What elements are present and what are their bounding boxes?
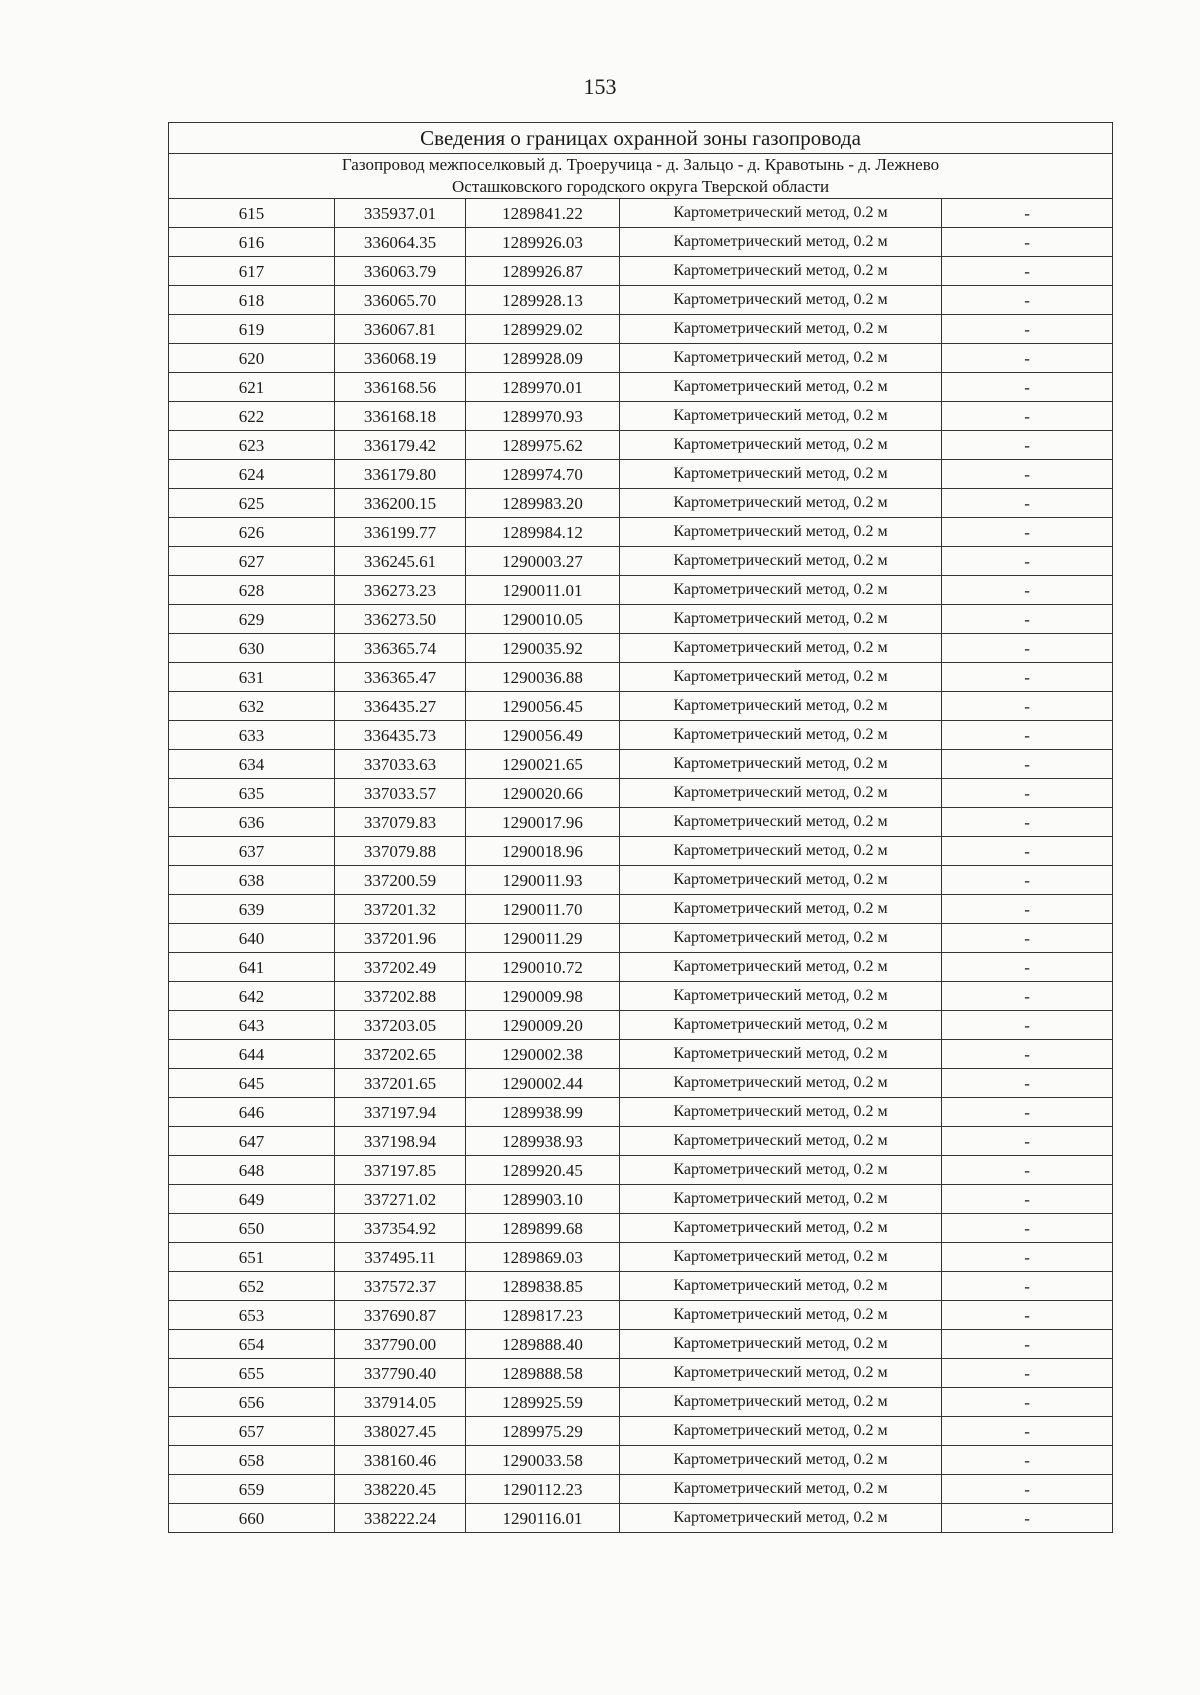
- table-row: [169, 431, 1113, 460]
- extra-cell: -: [942, 1446, 1113, 1475]
- x-coordinate-cell: 335937.01: [335, 199, 466, 228]
- extra-cell: -: [942, 1504, 1113, 1533]
- table-row: [169, 982, 1113, 1011]
- table-row: [169, 257, 1113, 286]
- point-number-cell: 620: [169, 344, 335, 373]
- extra-cell: -: [942, 692, 1113, 721]
- extra-cell: -: [942, 286, 1113, 315]
- y-coordinate-cell: 1289899.68: [466, 1214, 620, 1243]
- x-coordinate-cell: 337033.63: [335, 750, 466, 779]
- y-coordinate-cell: 1289938.99: [466, 1098, 620, 1127]
- table-row: [169, 895, 1113, 924]
- method-cell: Картометрический метод, 0.2 м: [620, 286, 942, 315]
- y-coordinate-cell: 1289888.40: [466, 1330, 620, 1359]
- method-cell: Картометрический метод, 0.2 м: [620, 1475, 942, 1504]
- x-coordinate-cell: 336065.70: [335, 286, 466, 315]
- extra-cell: -: [942, 547, 1113, 576]
- point-number-cell: 634: [169, 750, 335, 779]
- y-coordinate-cell: 1290011.93: [466, 866, 620, 895]
- y-coordinate-cell: 1289925.59: [466, 1388, 620, 1417]
- point-number-cell: 627: [169, 547, 335, 576]
- y-coordinate-cell: 1290112.23: [466, 1475, 620, 1504]
- point-number-cell: 624: [169, 460, 335, 489]
- y-coordinate-cell: 1290002.38: [466, 1040, 620, 1069]
- x-coordinate-cell: 337202.65: [335, 1040, 466, 1069]
- method-cell: Картометрический метод, 0.2 м: [620, 1504, 942, 1533]
- y-coordinate-cell: 1290011.01: [466, 576, 620, 605]
- x-coordinate-cell: 337202.49: [335, 953, 466, 982]
- x-coordinate-cell: 336435.27: [335, 692, 466, 721]
- x-coordinate-cell: 337790.00: [335, 1330, 466, 1359]
- table-row: [169, 1446, 1113, 1475]
- y-coordinate-cell: 1289841.22: [466, 199, 620, 228]
- table-row: [169, 1127, 1113, 1156]
- y-coordinate-cell: 1289928.09: [466, 344, 620, 373]
- point-number-cell: 652: [169, 1272, 335, 1301]
- extra-cell: -: [942, 1475, 1113, 1504]
- table-title-row: [169, 123, 1113, 154]
- method-cell: Картометрический метод, 0.2 м: [620, 1098, 942, 1127]
- table-row: [169, 373, 1113, 402]
- point-number-cell: 640: [169, 924, 335, 953]
- x-coordinate-cell: 336365.74: [335, 634, 466, 663]
- x-coordinate-cell: 336063.79: [335, 257, 466, 286]
- y-coordinate-cell: 1290010.72: [466, 953, 620, 982]
- y-coordinate-cell: 1290018.96: [466, 837, 620, 866]
- point-number-cell: 637: [169, 837, 335, 866]
- table-row: [169, 1475, 1113, 1504]
- y-coordinate-cell: 1290056.49: [466, 721, 620, 750]
- point-number-cell: 648: [169, 1156, 335, 1185]
- x-coordinate-cell: 337790.40: [335, 1359, 466, 1388]
- y-coordinate-cell: 1289929.02: [466, 315, 620, 344]
- table-row: [169, 1359, 1113, 1388]
- method-cell: Картометрический метод, 0.2 м: [620, 663, 942, 692]
- x-coordinate-cell: 337271.02: [335, 1185, 466, 1214]
- table-subtitle-line-2: Осташковского городского округа Тверской области: [452, 177, 830, 196]
- table-row: [169, 1040, 1113, 1069]
- point-number-cell: 616: [169, 228, 335, 257]
- extra-cell: -: [942, 402, 1113, 431]
- y-coordinate-cell: 1289928.13: [466, 286, 620, 315]
- y-coordinate-cell: 1289888.58: [466, 1359, 620, 1388]
- method-cell: Картометрический метод, 0.2 м: [620, 257, 942, 286]
- method-cell: Картометрический метод, 0.2 м: [620, 199, 942, 228]
- point-number-cell: 625: [169, 489, 335, 518]
- extra-cell: -: [942, 576, 1113, 605]
- table-row: [169, 1330, 1113, 1359]
- x-coordinate-cell: 338027.45: [335, 1417, 466, 1446]
- method-cell: Картометрический метод, 0.2 м: [620, 808, 942, 837]
- extra-cell: -: [942, 1388, 1113, 1417]
- point-number-cell: 633: [169, 721, 335, 750]
- y-coordinate-cell: 1289926.03: [466, 228, 620, 257]
- table-row: [169, 1214, 1113, 1243]
- x-coordinate-cell: 336064.35: [335, 228, 466, 257]
- method-cell: Картометрический метод, 0.2 м: [620, 605, 942, 634]
- method-cell: Картометрический метод, 0.2 м: [620, 344, 942, 373]
- x-coordinate-cell: 336273.50: [335, 605, 466, 634]
- point-number-cell: 617: [169, 257, 335, 286]
- point-number-cell: 653: [169, 1301, 335, 1330]
- point-number-cell: 645: [169, 1069, 335, 1098]
- extra-cell: -: [942, 1359, 1113, 1388]
- table-row: [169, 1243, 1113, 1272]
- point-number-cell: 623: [169, 431, 335, 460]
- extra-cell: -: [942, 982, 1113, 1011]
- extra-cell: -: [942, 1417, 1113, 1446]
- extra-cell: -: [942, 518, 1113, 547]
- x-coordinate-cell: 336200.15: [335, 489, 466, 518]
- point-number-cell: 650: [169, 1214, 335, 1243]
- point-number-cell: 657: [169, 1417, 335, 1446]
- y-coordinate-cell: 1290116.01: [466, 1504, 620, 1533]
- method-cell: Картометрический метод, 0.2 м: [620, 1417, 942, 1446]
- x-coordinate-cell: 336067.81: [335, 315, 466, 344]
- x-coordinate-cell: 337495.11: [335, 1243, 466, 1272]
- table-row: [169, 315, 1113, 344]
- table-row: [169, 518, 1113, 547]
- table-row: [169, 1098, 1113, 1127]
- x-coordinate-cell: 337201.96: [335, 924, 466, 953]
- extra-cell: -: [942, 1214, 1113, 1243]
- extra-cell: -: [942, 808, 1113, 837]
- method-cell: Картометрический метод, 0.2 м: [620, 1301, 942, 1330]
- point-number-cell: 631: [169, 663, 335, 692]
- y-coordinate-cell: 1289838.85: [466, 1272, 620, 1301]
- point-number-cell: 660: [169, 1504, 335, 1533]
- extra-cell: -: [942, 895, 1113, 924]
- table-row: [169, 953, 1113, 982]
- extra-cell: -: [942, 750, 1113, 779]
- table-row: [169, 750, 1113, 779]
- table-row: [169, 808, 1113, 837]
- method-cell: Картометрический метод, 0.2 м: [620, 547, 942, 576]
- x-coordinate-cell: 336435.73: [335, 721, 466, 750]
- table-row: [169, 663, 1113, 692]
- x-coordinate-cell: 338220.45: [335, 1475, 466, 1504]
- table-row: [169, 228, 1113, 257]
- extra-cell: -: [942, 634, 1113, 663]
- y-coordinate-cell: 1289975.62: [466, 431, 620, 460]
- extra-cell: -: [942, 315, 1113, 344]
- method-cell: Картометрический метод, 0.2 м: [620, 1446, 942, 1475]
- y-coordinate-cell: 1289938.93: [466, 1127, 620, 1156]
- table-row: [169, 837, 1113, 866]
- point-number-cell: 629: [169, 605, 335, 634]
- method-cell: Картометрический метод, 0.2 м: [620, 982, 942, 1011]
- method-cell: Картометрический метод, 0.2 м: [620, 1243, 942, 1272]
- x-coordinate-cell: 337202.88: [335, 982, 466, 1011]
- method-cell: Картометрический метод, 0.2 м: [620, 779, 942, 808]
- method-cell: Картометрический метод, 0.2 м: [620, 1272, 942, 1301]
- method-cell: Картометрический метод, 0.2 м: [620, 750, 942, 779]
- extra-cell: -: [942, 779, 1113, 808]
- point-number-cell: 636: [169, 808, 335, 837]
- extra-cell: -: [942, 431, 1113, 460]
- x-coordinate-cell: 337354.92: [335, 1214, 466, 1243]
- table-row: [169, 1504, 1113, 1533]
- y-coordinate-cell: 1289817.23: [466, 1301, 620, 1330]
- x-coordinate-cell: 336168.18: [335, 402, 466, 431]
- method-cell: Картометрический метод, 0.2 м: [620, 1388, 942, 1417]
- method-cell: Картометрический метод, 0.2 м: [620, 721, 942, 750]
- x-coordinate-cell: 337914.05: [335, 1388, 466, 1417]
- point-number-cell: 649: [169, 1185, 335, 1214]
- method-cell: Картометрический метод, 0.2 м: [620, 1330, 942, 1359]
- method-cell: Картометрический метод, 0.2 м: [620, 315, 942, 344]
- y-coordinate-cell: 1289983.20: [466, 489, 620, 518]
- extra-cell: -: [942, 344, 1113, 373]
- x-coordinate-cell: 337079.83: [335, 808, 466, 837]
- point-number-cell: 642: [169, 982, 335, 1011]
- x-coordinate-cell: 337079.88: [335, 837, 466, 866]
- point-number-cell: 647: [169, 1127, 335, 1156]
- y-coordinate-cell: 1290036.88: [466, 663, 620, 692]
- table-subtitle-row: [169, 154, 1113, 199]
- point-number-cell: 622: [169, 402, 335, 431]
- point-number-cell: 651: [169, 1243, 335, 1272]
- method-cell: Картометрический метод, 0.2 м: [620, 1040, 942, 1069]
- point-number-cell: 654: [169, 1330, 335, 1359]
- point-number-cell: 644: [169, 1040, 335, 1069]
- x-coordinate-cell: 336273.23: [335, 576, 466, 605]
- point-number-cell: 641: [169, 953, 335, 982]
- table-row: [169, 779, 1113, 808]
- x-coordinate-cell: 337033.57: [335, 779, 466, 808]
- x-coordinate-cell: 336168.56: [335, 373, 466, 402]
- method-cell: Картометрический метод, 0.2 м: [620, 576, 942, 605]
- method-cell: Картометрический метод, 0.2 м: [620, 1011, 942, 1040]
- x-coordinate-cell: 338222.24: [335, 1504, 466, 1533]
- point-number-cell: 646: [169, 1098, 335, 1127]
- extra-cell: -: [942, 257, 1113, 286]
- method-cell: Картометрический метод, 0.2 м: [620, 228, 942, 257]
- table-row: [169, 866, 1113, 895]
- y-coordinate-cell: 1289974.70: [466, 460, 620, 489]
- table-body: [169, 199, 1113, 1533]
- extra-cell: -: [942, 373, 1113, 402]
- extra-cell: -: [942, 460, 1113, 489]
- extra-cell: -: [942, 489, 1113, 518]
- extra-cell: -: [942, 663, 1113, 692]
- table-row: [169, 199, 1113, 228]
- table-subtitle-line-1: Газопровод межпоселковый д. Троеручица - д. Зальцо - д. Кравотынь - д. Лежнево: [341, 155, 940, 174]
- y-coordinate-cell: 1290035.92: [466, 634, 620, 663]
- point-number-cell: 656: [169, 1388, 335, 1417]
- method-cell: Картометрический метод, 0.2 м: [620, 518, 942, 547]
- boundary-points-table: [168, 122, 1113, 1533]
- table-row: [169, 1011, 1113, 1040]
- extra-cell: -: [942, 228, 1113, 257]
- extra-cell: -: [942, 1098, 1113, 1127]
- extra-cell: -: [942, 953, 1113, 982]
- x-coordinate-cell: 337572.37: [335, 1272, 466, 1301]
- x-coordinate-cell: 337201.32: [335, 895, 466, 924]
- page-number: 153: [583, 74, 617, 99]
- table-row: [169, 721, 1113, 750]
- table-row: [169, 1069, 1113, 1098]
- x-coordinate-cell: 337198.94: [335, 1127, 466, 1156]
- point-number-cell: 628: [169, 576, 335, 605]
- y-coordinate-cell: 1289984.12: [466, 518, 620, 547]
- x-coordinate-cell: 338160.46: [335, 1446, 466, 1475]
- extra-cell: -: [942, 1243, 1113, 1272]
- extra-cell: -: [942, 721, 1113, 750]
- point-number-cell: 658: [169, 1446, 335, 1475]
- method-cell: Картометрический метод, 0.2 м: [620, 924, 942, 953]
- table-row: [169, 692, 1113, 721]
- table-row: [169, 1388, 1113, 1417]
- x-coordinate-cell: 336365.47: [335, 663, 466, 692]
- table-row: [169, 605, 1113, 634]
- x-coordinate-cell: 336245.61: [335, 547, 466, 576]
- y-coordinate-cell: 1290056.45: [466, 692, 620, 721]
- table-row: [169, 924, 1113, 953]
- y-coordinate-cell: 1290002.44: [466, 1069, 620, 1098]
- extra-cell: -: [942, 924, 1113, 953]
- table-row: [169, 344, 1113, 373]
- point-number-cell: 619: [169, 315, 335, 344]
- table-row: [169, 460, 1113, 489]
- y-coordinate-cell: 1290020.66: [466, 779, 620, 808]
- y-coordinate-cell: 1289920.45: [466, 1156, 620, 1185]
- method-cell: Картометрический метод, 0.2 м: [620, 1156, 942, 1185]
- extra-cell: -: [942, 1301, 1113, 1330]
- y-coordinate-cell: 1290009.98: [466, 982, 620, 1011]
- y-coordinate-cell: 1289975.29: [466, 1417, 620, 1446]
- extra-cell: -: [942, 605, 1113, 634]
- x-coordinate-cell: 337200.59: [335, 866, 466, 895]
- method-cell: Картометрический метод, 0.2 м: [620, 1185, 942, 1214]
- point-number-cell: 635: [169, 779, 335, 808]
- y-coordinate-cell: 1289926.87: [466, 257, 620, 286]
- method-cell: Картометрический метод, 0.2 м: [620, 1214, 942, 1243]
- point-number-cell: 643: [169, 1011, 335, 1040]
- table-row: [169, 489, 1113, 518]
- x-coordinate-cell: 337690.87: [335, 1301, 466, 1330]
- x-coordinate-cell: 336179.80: [335, 460, 466, 489]
- table-row: [169, 1156, 1113, 1185]
- method-cell: Картометрический метод, 0.2 м: [620, 692, 942, 721]
- y-coordinate-cell: 1290011.29: [466, 924, 620, 953]
- y-coordinate-cell: 1289970.01: [466, 373, 620, 402]
- x-coordinate-cell: 337203.05: [335, 1011, 466, 1040]
- point-number-cell: 632: [169, 692, 335, 721]
- x-coordinate-cell: 336199.77: [335, 518, 466, 547]
- table-row: [169, 1301, 1113, 1330]
- point-number-cell: 630: [169, 634, 335, 663]
- extra-cell: -: [942, 199, 1113, 228]
- table-title: Сведения о границах охранной зоны газопровода: [169, 123, 1113, 154]
- point-number-cell: 626: [169, 518, 335, 547]
- method-cell: Картометрический метод, 0.2 м: [620, 1127, 942, 1156]
- point-number-cell: 638: [169, 866, 335, 895]
- extra-cell: -: [942, 1040, 1113, 1069]
- method-cell: Картометрический метод, 0.2 м: [620, 953, 942, 982]
- y-coordinate-cell: 1290011.70: [466, 895, 620, 924]
- table-subtitle: [169, 154, 1113, 199]
- extra-cell: -: [942, 837, 1113, 866]
- method-cell: Картометрический метод, 0.2 м: [620, 402, 942, 431]
- y-coordinate-cell: 1289869.03: [466, 1243, 620, 1272]
- table-row: [169, 286, 1113, 315]
- method-cell: Картометрический метод, 0.2 м: [620, 634, 942, 663]
- x-coordinate-cell: 337197.85: [335, 1156, 466, 1185]
- extra-cell: -: [942, 1069, 1113, 1098]
- point-number-cell: 621: [169, 373, 335, 402]
- point-number-cell: 659: [169, 1475, 335, 1504]
- method-cell: Картометрический метод, 0.2 м: [620, 1359, 942, 1388]
- method-cell: Картометрический метод, 0.2 м: [620, 489, 942, 518]
- method-cell: Картометрический метод, 0.2 м: [620, 866, 942, 895]
- table-row: [169, 1185, 1113, 1214]
- extra-cell: -: [942, 1011, 1113, 1040]
- method-cell: Картометрический метод, 0.2 м: [620, 837, 942, 866]
- table-row: [169, 634, 1113, 663]
- table-row: [169, 1417, 1113, 1446]
- extra-cell: -: [942, 1185, 1113, 1214]
- y-coordinate-cell: 1290009.20: [466, 1011, 620, 1040]
- y-coordinate-cell: 1290003.27: [466, 547, 620, 576]
- method-cell: Картометрический метод, 0.2 м: [620, 1069, 942, 1098]
- point-number-cell: 639: [169, 895, 335, 924]
- table-row: [169, 547, 1113, 576]
- x-coordinate-cell: 336068.19: [335, 344, 466, 373]
- method-cell: Картометрический метод, 0.2 м: [620, 460, 942, 489]
- y-coordinate-cell: 1289970.93: [466, 402, 620, 431]
- y-coordinate-cell: 1290021.65: [466, 750, 620, 779]
- extra-cell: -: [942, 1272, 1113, 1301]
- y-coordinate-cell: 1290017.96: [466, 808, 620, 837]
- method-cell: Картометрический метод, 0.2 м: [620, 431, 942, 460]
- table-row: [169, 1272, 1113, 1301]
- point-number-cell: 655: [169, 1359, 335, 1388]
- point-number-cell: 615: [169, 199, 335, 228]
- x-coordinate-cell: 337201.65: [335, 1069, 466, 1098]
- point-number-cell: 618: [169, 286, 335, 315]
- table-row: [169, 576, 1113, 605]
- y-coordinate-cell: 1290010.05: [466, 605, 620, 634]
- table-row: [169, 402, 1113, 431]
- extra-cell: -: [942, 1156, 1113, 1185]
- method-cell: Картометрический метод, 0.2 м: [620, 895, 942, 924]
- x-coordinate-cell: 337197.94: [335, 1098, 466, 1127]
- extra-cell: -: [942, 866, 1113, 895]
- y-coordinate-cell: 1289903.10: [466, 1185, 620, 1214]
- x-coordinate-cell: 336179.42: [335, 431, 466, 460]
- extra-cell: -: [942, 1127, 1113, 1156]
- extra-cell: -: [942, 1330, 1113, 1359]
- method-cell: Картометрический метод, 0.2 м: [620, 373, 942, 402]
- y-coordinate-cell: 1290033.58: [466, 1446, 620, 1475]
